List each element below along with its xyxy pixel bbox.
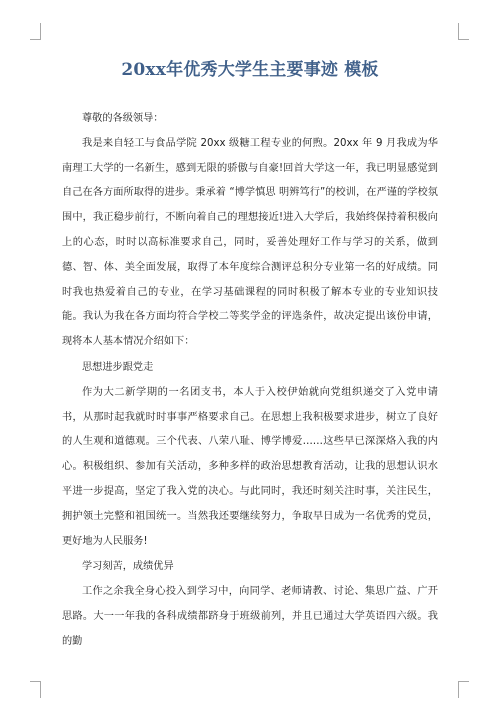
section-body-thought: 作为大二新学期的一名团支书，本人于入校伊始就向党组织递交了入党申请书，从那时起我就时时事事严格要求自己。在思想上我积极要求进步，树立了良好的人生观和道德观。三个代表、八荣八耻、博学博爱……这些早已深深烙入我的内心。积极组织、参加有关活动，多种多样的政治思想教育活动，让我的思想认识水平进一步提高，坚定了我入党的决心。与此同时，我还时刻关注时事，关注民生，拥护领土完整和祖国统一。当然我还要继续努力，争取早日成为一名优秀的党员，更好地为人民服务! [62, 386, 438, 547]
document-body [62, 107, 438, 655]
crop-mark-bottom-left [30, 681, 41, 698]
document-title: 20xx年优秀大学生主要事迹 模板 [121, 60, 379, 80]
crop-mark-top-left [30, 23, 41, 40]
crop-mark-bottom-right [458, 681, 469, 698]
greeting-line: 尊敬的各级领导： [82, 113, 164, 124]
intro-paragraph: 我是来自轻工与食品学院 20xx 级糖工程专业的何煦。20xx 年 9 月我成为华南理工大学的一名新生，感到无限的骄傲与自豪!回首大学这一年，我已明显感觉到自己在各方面所取得的进步。秉承着 “博学慎思 明辨笃行”的校训，在严谨的学校氛围中，我正稳步前行，不断向着自己的理想接近!进入大学后，我始终保持着积极向上的心态，时时以高标准要求自己，同时，妥善处理好工作与学习的关系，做到德、智、体、美全面发展，取得了本年度综合测评总积分专业第一名的好成绩。同时我也热爱着自己的专业，在学习基础课程的同时积极了解本专业的专业知识技能。我认为我在各方面均符合学校二等奖学金的评选条件，故决定提出该份申请，现将本人基本情况介绍如下： [62, 137, 438, 348]
section-heading-study: 学习刻苦，成绩优异 [82, 561, 174, 573]
document-page [62, 58, 438, 655]
crop-mark-top-right [458, 23, 469, 40]
section-body-study: 工作之余我全身心投入到学习中，向同学、老师请教、讨论、集思广益、广开思路。大一一年我的各科成绩都跻身于班级前列，并且已通过大学英语四六级。我的勤 [62, 586, 438, 647]
section-heading-thought: 思想进步跟党走 [82, 361, 154, 373]
